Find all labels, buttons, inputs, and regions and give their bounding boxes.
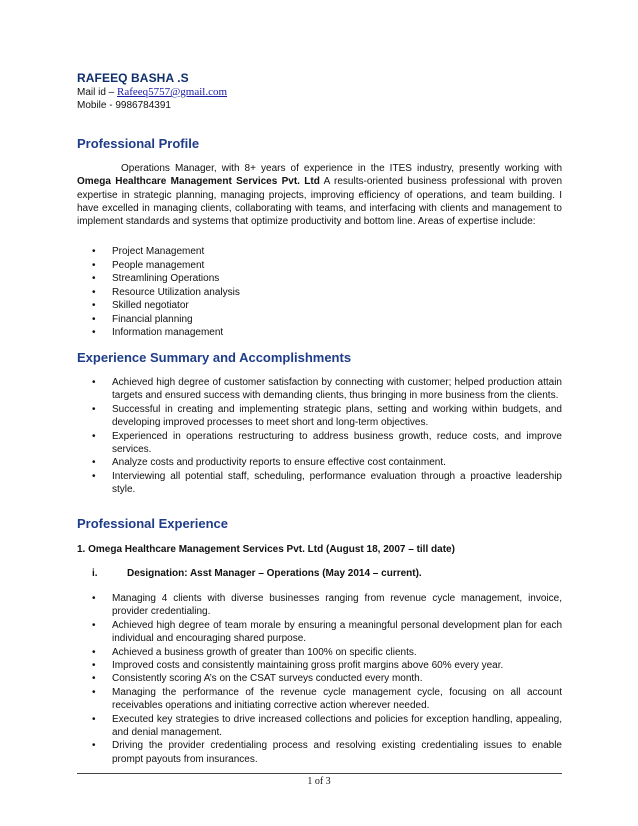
designation-number: i. — [92, 568, 98, 579]
list-item: • Interviewing all potential staff, scheduling, performance evaluation through a proactive leadership style. — [77, 470, 562, 497]
profile-paragraph — [77, 162, 562, 228]
footer-divider — [77, 773, 562, 774]
list-item: • Managing the performance of the revenue cycle management cycle, focusing on all account receivables operations and initiating corrective action wherever needed. — [77, 686, 562, 713]
list-item: • Improved costs and consistently maintaining gross profit margins above 60% every year. — [77, 659, 562, 672]
experience-heading: Professional Experience — [77, 516, 229, 531]
profile-company: Omega Healthcare Management Services Pvt. Ltd — [77, 176, 320, 188]
list-item: • Financial planning — [77, 313, 562, 327]
profile-text-lead: Operations Manager, with 8+ years of experience in the ITES industry, presently working with — [121, 163, 562, 174]
email-link[interactable]: Rafeeq5757@gmail.com — [117, 86, 228, 98]
mobile-line: Mobile - 9986784391 — [77, 100, 171, 111]
summary-list — [77, 376, 562, 497]
list-item: • Driving the provider credentialing process and resolving existing credentialing issues to enable prompt payouts from insurances. — [77, 739, 562, 766]
experience-list — [77, 592, 562, 766]
profile-text-rest: A results-oriented business professional with proven expertise in strategic planning, managing projects, improving efficiency of operations, and team building. I have excelled in managing clients, collaborating with teams, and interfacing with clients and management to implement standards and systems that optimize productivity and bottom line. Areas of expertise include: — [77, 176, 563, 228]
profile-heading: Professional Profile — [77, 136, 200, 151]
list-item: • Streamlining Operations — [77, 272, 562, 286]
list-item: • Consistently scoring A’s on the CSAT surveys conducted every month. — [77, 672, 562, 685]
list-item: • Experienced in operations restructuring to address business growth, reduce costs, and improve services. — [77, 430, 562, 457]
page-number: 1 of 3 — [307, 776, 331, 787]
list-item: • Analyze costs and productivity reports to ensure effective cost containment. — [77, 456, 562, 469]
mail-label: Mail id – — [77, 87, 118, 98]
designation-line — [92, 568, 422, 579]
list-item: • Skilled negotiator — [77, 299, 562, 313]
candidate-name: RAFEEQ BASHA .S — [77, 71, 189, 85]
list-item: • Achieved a business growth of greater than 100% on specific clients. — [77, 646, 562, 659]
company-line: 1. Omega Healthcare Management Services Pvt. Ltd (August 18, 2007 – till date) — [77, 544, 455, 555]
designation-text: Designation: Asst Manager – Operations (May 2014 – current). — [127, 568, 422, 579]
list-item: • People management — [77, 259, 562, 273]
list-item: • Executed key strategies to drive increased collections and policies for exception handling, appealing, and denial management. — [77, 713, 562, 740]
list-item: • Resource Utilization analysis — [77, 286, 562, 300]
list-item: • Successful in creating and implementing strategic plans, setting and working within budgets, and developing improved processes to meet short and long-term objectives. — [77, 403, 562, 430]
list-item: • Project Management — [77, 245, 562, 259]
summary-heading: Experience Summary and Accomplishments — [77, 350, 352, 365]
skills-list — [77, 245, 562, 340]
list-item: • Achieved high degree of customer satisfaction by connecting with customer; helped production attain targets and ensured success with demanding clients, thus bringing in more business from the clients. — [77, 376, 562, 403]
mail-line — [77, 86, 227, 98]
list-item: • Managing 4 clients with diverse businesses ranging from revenue cycle management, invoice, provider credentialing. — [77, 592, 562, 619]
list-item: • Information management — [77, 326, 562, 340]
list-item: • Achieved high degree of team morale by ensuring a meaningful personal development plan for each individual and encouraging shared purpose. — [77, 619, 562, 646]
